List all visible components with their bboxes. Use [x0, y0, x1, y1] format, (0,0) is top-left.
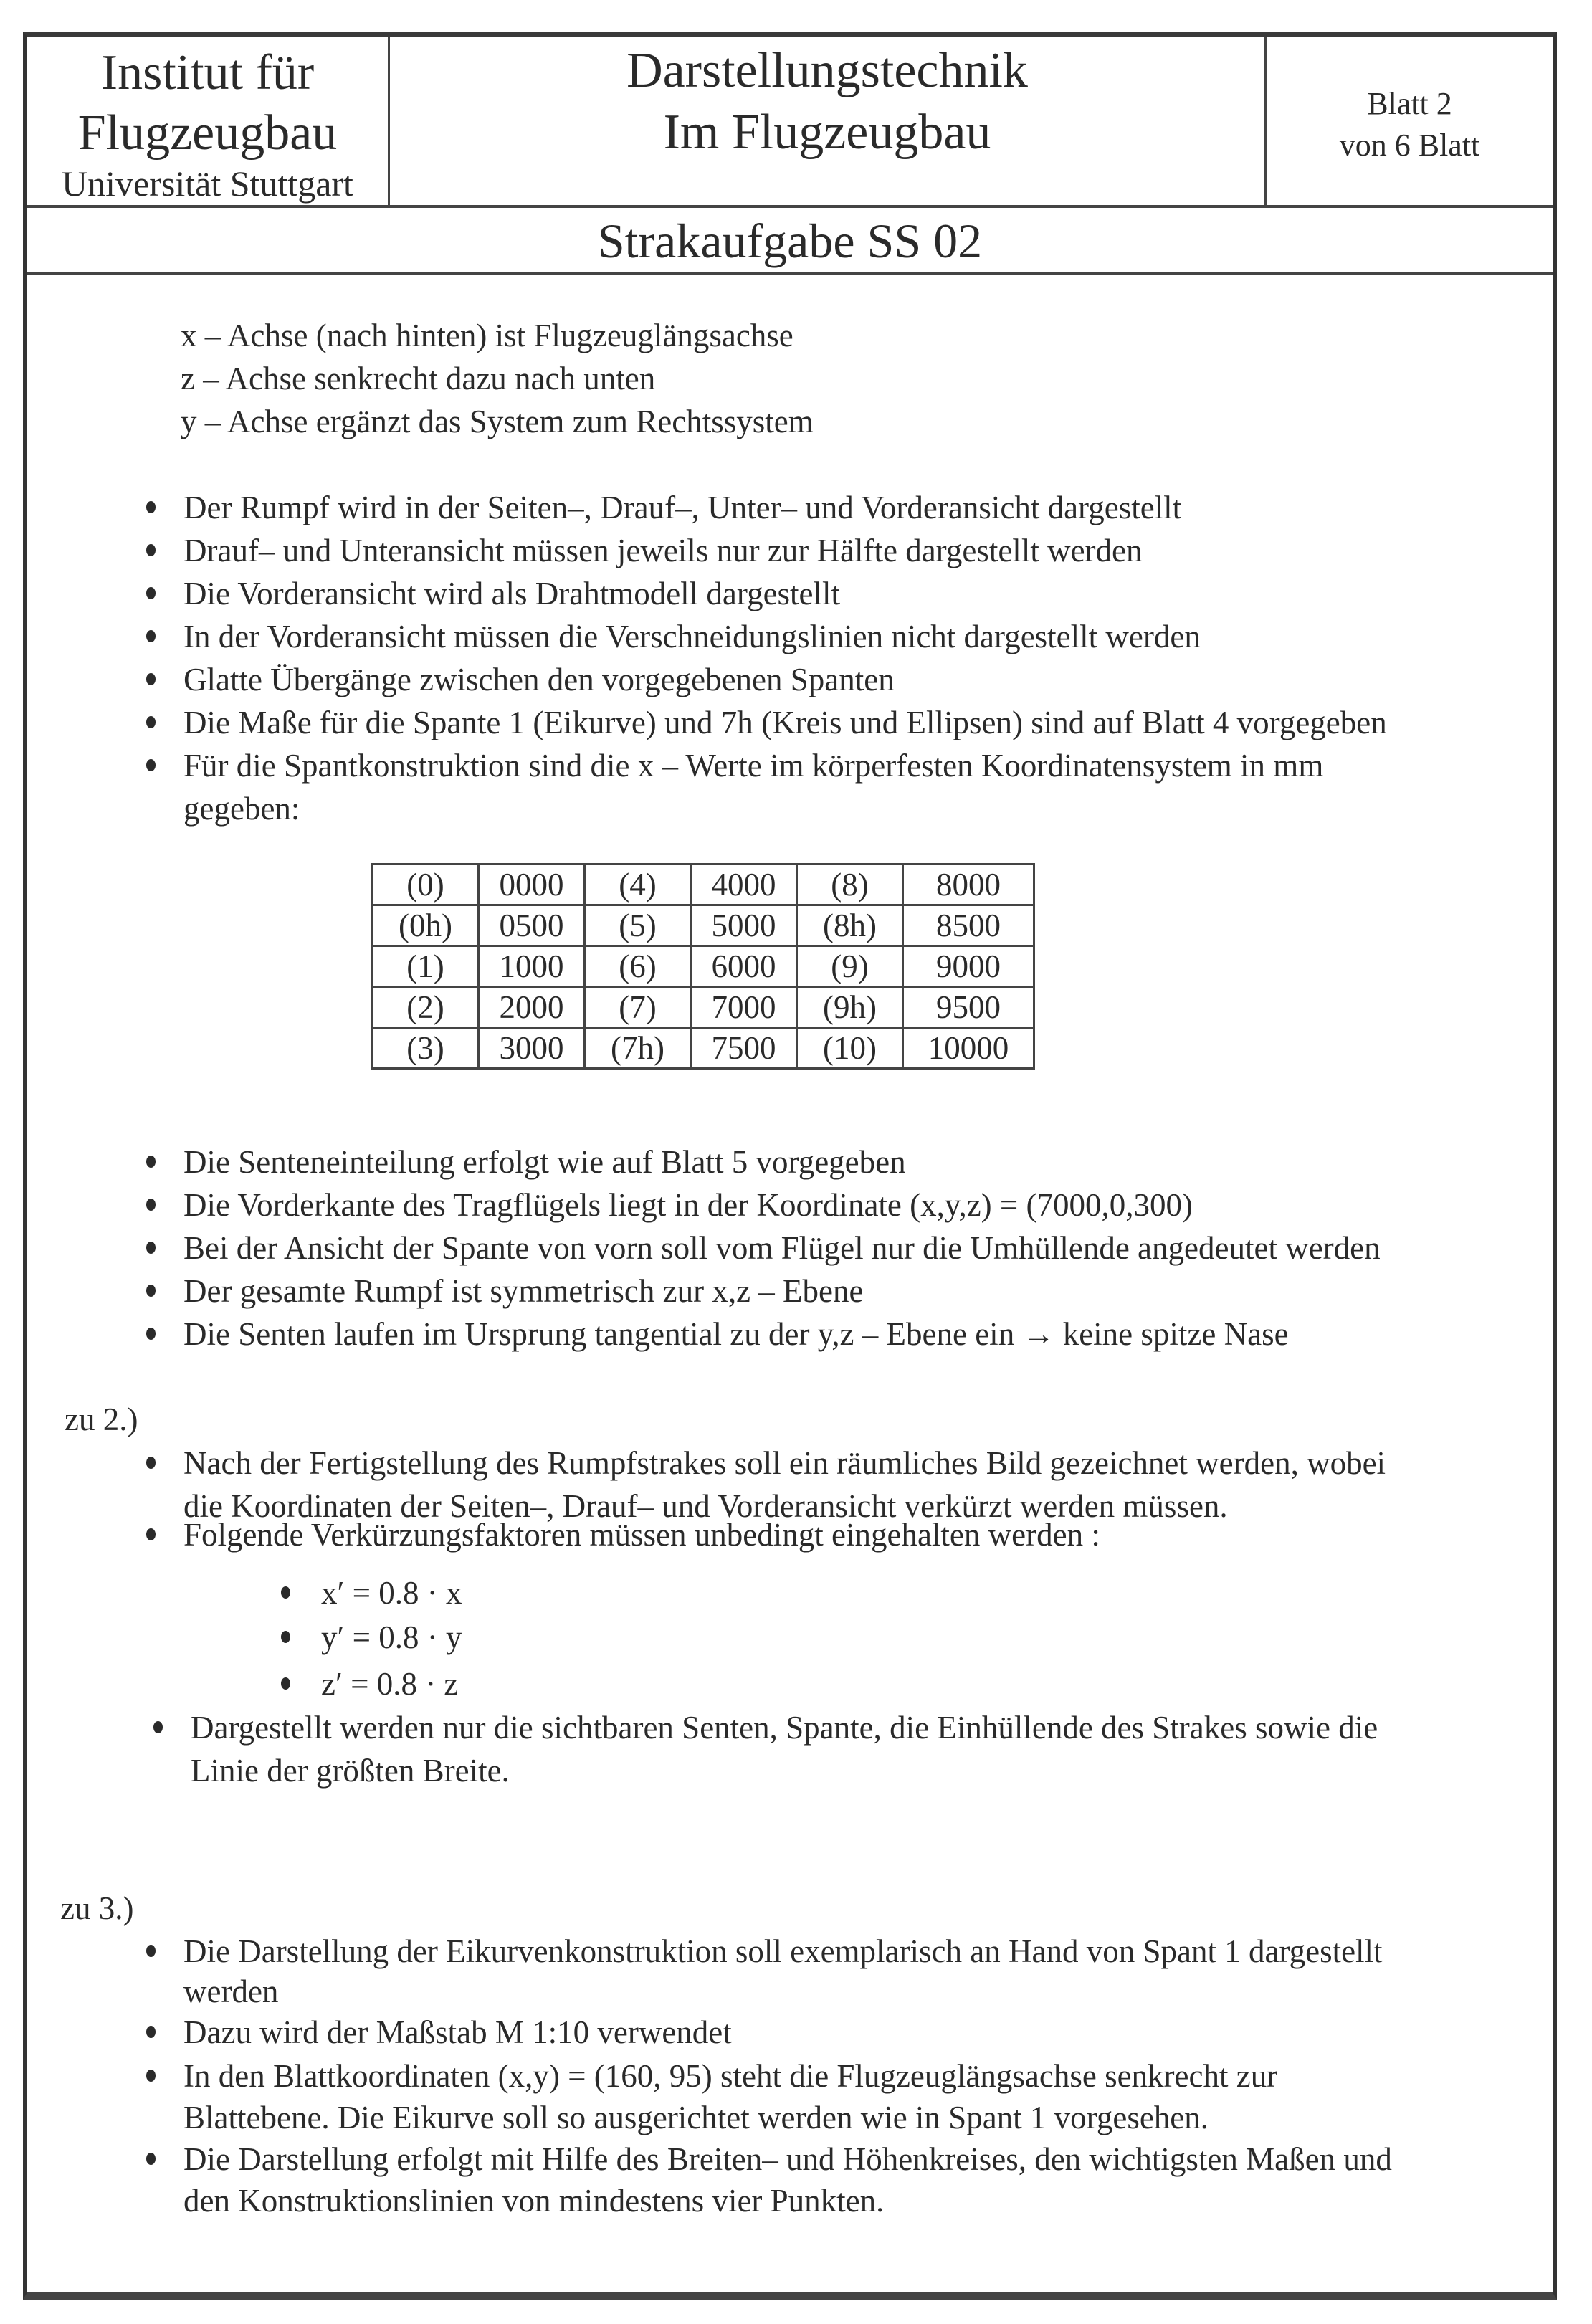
bullet-icon	[146, 1285, 156, 1297]
list-item: Die Darstellung der Eikurvenkonstruktion soll exemplarisch an Hand von Spant 1 dargestellt	[183, 1933, 1383, 1969]
list-item: Die Vorderansicht wird als Drahtmodell dargestellt	[183, 576, 841, 611]
bullet-icon	[146, 2153, 156, 2165]
document-title: Strakaufgabe SS 02	[597, 214, 983, 268]
bullet-icon	[146, 759, 156, 771]
list-item-continuation: gegeben:	[183, 791, 300, 827]
table-cell: (0)	[373, 865, 479, 905]
table-cell: (8)	[797, 865, 903, 905]
bullet-icon	[146, 1328, 156, 1340]
table-cell: (8h)	[797, 905, 903, 946]
course-title-line2: Im Flugzeugbau	[663, 105, 991, 160]
course-cell	[390, 37, 1267, 205]
table-cell: (9h)	[797, 987, 903, 1028]
course-title-line1: Darstellungstechnik	[626, 43, 1028, 98]
table-cell: 9000	[903, 946, 1034, 987]
axis-y-text: y – Achse ergänzt das System zum Rechtssystem	[181, 404, 814, 439]
table-cell: (7)	[585, 987, 691, 1028]
table-row	[373, 865, 1034, 905]
table-cell: (7h)	[585, 1028, 691, 1069]
list-item: Die Senten laufen im Ursprung tangential zu der y,z – Ebene ein → keine spitze Nase	[183, 1316, 1289, 1352]
table-cell: 0000	[479, 865, 585, 905]
title-block	[27, 37, 1553, 208]
bullet-icon	[146, 1457, 156, 1469]
bullet-icon	[146, 2026, 156, 2038]
table-cell: (9)	[797, 946, 903, 987]
bullet-icon	[146, 1528, 156, 1540]
list-item: Glatte Übergänge zwischen den vorgegebenen Spanten	[183, 662, 895, 697]
bullet-icon	[146, 716, 156, 728]
list-item-continuation: den Konstruktionslinien von mindestens vier Punkten.	[183, 2183, 885, 2219]
page-frame	[23, 32, 1557, 2300]
bullet-icon	[146, 1199, 156, 1211]
table-row	[373, 905, 1034, 946]
bullet-icon	[146, 544, 156, 556]
list-item-continuation: Linie der größten Breite.	[191, 1753, 510, 1789]
list-item: Die Maße für die Spante 1 (Eikurve) und 7h (Kreis und Ellipsen) sind auf Blatt 4 vorgegeben	[183, 705, 1387, 740]
table-cell: 8500	[903, 905, 1034, 946]
spant-x-values-table	[371, 863, 1035, 1070]
table-cell: (6)	[585, 946, 691, 987]
bullet-icon	[146, 630, 156, 642]
institute-cell	[27, 37, 390, 205]
table-cell: 3000	[479, 1028, 585, 1069]
list-item: Dazu wird der Maßstab M 1:10 verwendet	[183, 2014, 732, 2050]
bullet-icon	[146, 1242, 156, 1254]
table-cell: (5)	[585, 905, 691, 946]
table-cell: 0500	[479, 905, 585, 946]
list-item: Die Darstellung erfolgt mit Hilfe des Breiten– und Höhenkreises, den wichtigsten Maßen und	[183, 2141, 1392, 2177]
list-item: In den Blattkoordinaten (x,y) = (160, 95) steht die Flugzeuglängsachse senkrecht zur	[183, 2058, 1278, 2094]
table-row	[373, 1028, 1034, 1069]
table-cell: 5000	[691, 905, 797, 946]
list-item-continuation: die Koordinaten der Seiten–, Drauf– und Vorderansicht verkürzt werden müssen.	[183, 1488, 1228, 1524]
table-row	[373, 946, 1034, 987]
table-cell: (4)	[585, 865, 691, 905]
bullet-icon	[281, 1631, 290, 1643]
list-item: Für die Spantkonstruktion sind die x – Werte im körperfesten Koordinatensystem in mm	[183, 748, 1324, 784]
list-item: In der Vorderansicht müssen die Verschneidungslinien nicht dargestellt werden	[183, 619, 1201, 654]
section-label-3: zu 3.)	[60, 1890, 134, 1926]
list-item: Die Senteneinteilung erfolgt wie auf Blatt 5 vorgegeben	[183, 1144, 906, 1180]
university-name: Universität Stuttgart	[62, 163, 353, 204]
axis-z-text: z – Achse senkrecht dazu nach unten	[181, 361, 656, 396]
list-item: Bei der Ansicht der Spante von vorn soll vom Flügel nur die Umhüllende angedeutet werden	[183, 1230, 1381, 1266]
institute-name-line2: Flugzeugbau	[77, 105, 338, 161]
bullet-icon	[281, 1677, 290, 1690]
table-cell: 7500	[691, 1028, 797, 1069]
table-cell: 7000	[691, 987, 797, 1028]
list-item: Folgende Verkürzungsfaktoren müssen unbedingt eingehalten werden :	[183, 1517, 1100, 1553]
list-item-continuation: werden	[183, 1973, 279, 2009]
table-cell: 9500	[903, 987, 1034, 1028]
table-cell: 10000	[903, 1028, 1034, 1069]
bullet-icon	[153, 1721, 163, 1733]
list-item: Drauf– und Unteransicht müssen jeweils nur zur Hälfte dargestellt werden	[183, 533, 1143, 568]
list-item: Dargestellt werden nur die sichtbaren Senten, Spante, die Einhüllende des Strakes sowie die	[191, 1710, 1378, 1746]
list-item: Die Vorderkante des Tragflügels liegt in der Koordinate (x,y,z) = (7000,0,300)	[183, 1187, 1193, 1223]
bullet-icon	[146, 1945, 156, 1957]
table-row	[373, 987, 1034, 1028]
factor-x: x′ = 0.8 · x	[321, 1575, 462, 1611]
table-cell: 2000	[479, 987, 585, 1028]
bullet-icon	[146, 587, 156, 599]
table-cell: 4000	[691, 865, 797, 905]
sheet-number-cell	[1267, 37, 1553, 205]
table-cell: (10)	[797, 1028, 903, 1069]
list-item: Nach der Fertigstellung des Rumpfstrakes soll ein räumliches Bild gezeichnet werden, wobei	[183, 1445, 1386, 1481]
table-cell: 1000	[479, 946, 585, 987]
table-cell: (3)	[373, 1028, 479, 1069]
bullet-icon	[146, 673, 156, 685]
bullet-icon	[281, 1586, 290, 1599]
institute-name-line1: Institut für	[100, 45, 315, 100]
document-title-bar	[27, 208, 1553, 275]
list-item: Der gesamte Rumpf ist symmetrisch zur x,z – Ebene	[183, 1273, 864, 1309]
list-item-continuation: Blattebene. Die Eikurve soll so ausgerichtet werden wie in Spant 1 vorgesehen.	[183, 2100, 1209, 2135]
bullet-icon	[146, 2070, 156, 2082]
sheet-total: von 6 Blatt	[1339, 128, 1480, 163]
table-cell: (2)	[373, 987, 479, 1028]
table-cell: (1)	[373, 946, 479, 987]
axis-x-text: x – Achse (nach hinten) ist Flugzeuglängsachse	[181, 318, 793, 353]
factor-y: y′ = 0.8 · y	[321, 1619, 462, 1655]
table-cell: 6000	[691, 946, 797, 987]
table-cell: (0h)	[373, 905, 479, 946]
section-label-2: zu 2.)	[65, 1401, 138, 1437]
bullet-icon	[146, 1156, 156, 1168]
list-item: Der Rumpf wird in der Seiten–, Drauf–, Unter– und Vorderansicht dargestellt	[183, 490, 1182, 525]
sheet-number: Blatt 2	[1367, 86, 1452, 121]
bullet-icon	[146, 501, 156, 513]
factor-z: z′ = 0.8 · z	[321, 1666, 459, 1702]
table-cell: 8000	[903, 865, 1034, 905]
